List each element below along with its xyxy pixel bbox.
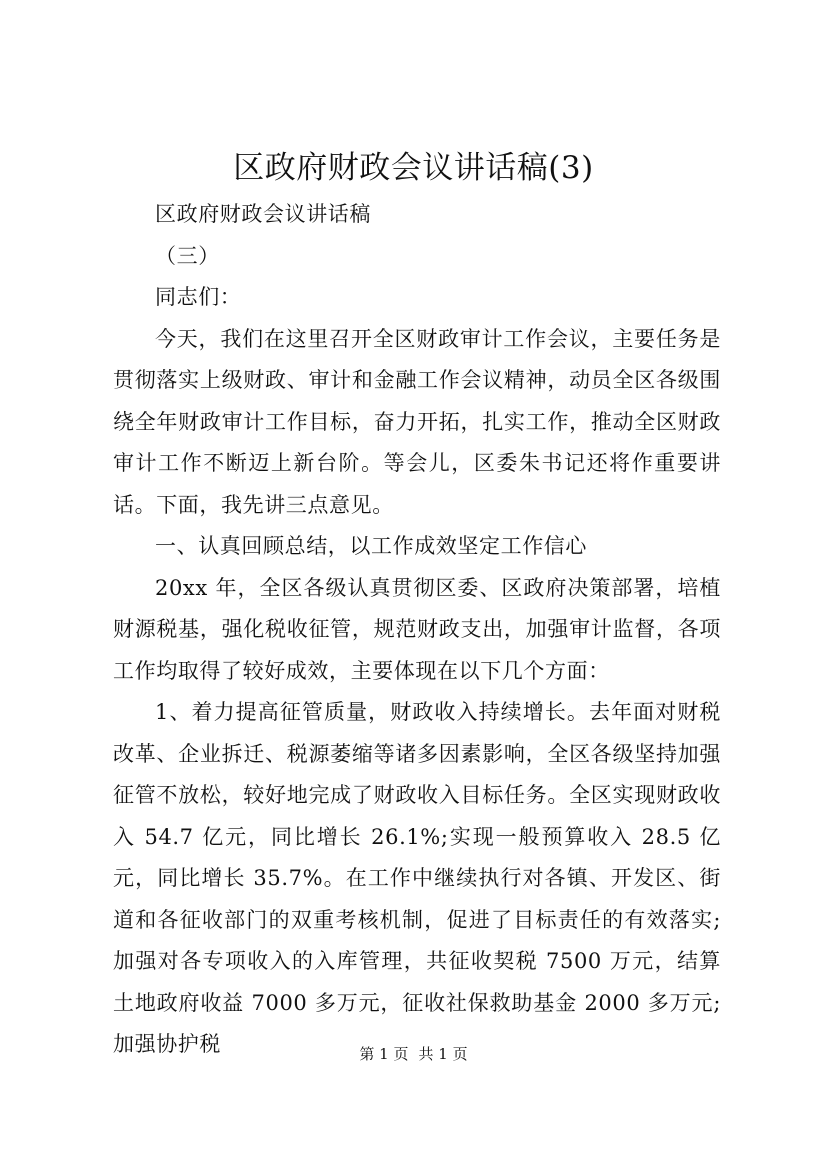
salutation: 同志们： — [155, 285, 242, 309]
document-title: 区政府财政会议讲话稿(3) — [233, 150, 594, 186]
paragraph-point-1: 1、着力提高征管质量，财政收入持续增长。去年面对财税改革、企业拆迁、税源萎缩等诸多因素影响，全区各级坚持加强征管不放松，较好地完成了财政收入目标任务。全区实现财政收入 54.7 亿元，同比增长 26.1%;实现一般预算收入 28.5 亿元，同比增长 35.7%。在工作中继续执行对各镇、开发区、街道和各征收部门的双重考核机制，促进了目标责任的有效落实;加强对各专项收入的入库管理，共征收契税 7500 万元，结算土地政府收益 7000 多万元，征收社保救助基金 2000 多万元;加强协护税 — [113, 700, 721, 1056]
subtitle-number: （三） — [155, 243, 220, 268]
page-number: 第 1 页 — [359, 1045, 409, 1063]
document-body — [113, 194, 721, 1066]
subtitle: 区政府财政会议讲话稿 — [155, 202, 371, 226]
page-total: 共 1 页 — [418, 1045, 468, 1063]
paragraph-intro: 今天，我们在这里召开全区财政审计工作会议，主要任务是贯彻落实上级财政、审计和金融工作会议精神，动员全区各级围绕全年财政审计工作目标，奋力开拓，扎实工作，推动全区财政审计工作不断迈上新台阶。等会儿，区委朱书记还将作重要讲话。下面，我先讲三点意见。 — [113, 326, 721, 517]
paragraph-summary: 20xx 年，全区各级认真贯彻区委、区政府决策部署，培植财源税基，强化税收征管，规范财政支出，加强审计监督，各项工作均取得了较好成效，主要体现在以下几个方面： — [113, 575, 721, 683]
section-heading: 一、认真回顾总结，以工作成效坚定工作信心 — [155, 534, 587, 558]
page-footer — [0, 1044, 827, 1064]
